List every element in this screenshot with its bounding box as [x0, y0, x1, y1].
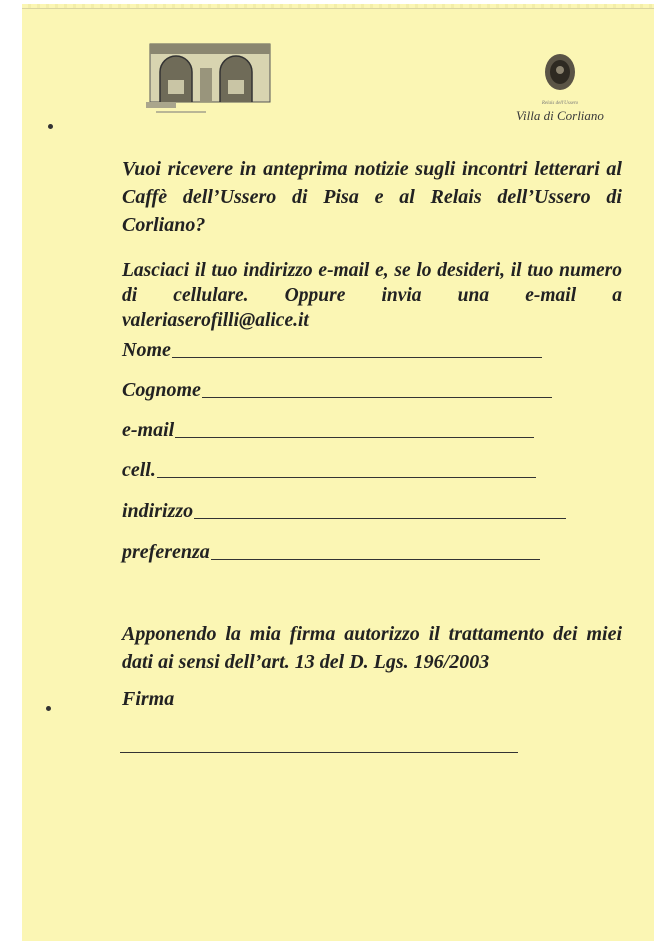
villa-corliano-logo	[505, 50, 615, 132]
signature-line[interactable]	[120, 752, 518, 753]
field-nome[interactable]	[122, 336, 542, 362]
field-label: Cognome	[122, 379, 201, 401]
field-label: e-mail	[122, 419, 175, 441]
instructions-paragraph: Lasciaci il tuo indirizzo e-mail e, se lo desideri, il tuo numero di cellulare. Oppure invia una e-mail a valeriaserofilli@alice.it	[122, 260, 622, 331]
field-label: Nome	[122, 339, 171, 361]
consent-paragraph: Apponendo la mia firma autorizzo il trattamento dei miei dati ai sensi dell’art. 13 del D. Lgs. 196/2003	[122, 623, 622, 673]
field-cell[interactable]	[122, 456, 536, 482]
signature-label: Firma	[122, 688, 175, 710]
field-email[interactable]	[122, 416, 534, 442]
field-preferenza[interactable]	[122, 538, 540, 564]
write-line[interactable]	[157, 477, 536, 478]
intro-paragraph: Vuoi ricevere in anteprima notizie sugli incontri letterari al Caffè dell’Ussero di Pisa e al Relais dell’Ussero di Corliano?	[122, 158, 622, 236]
write-line[interactable]	[211, 559, 540, 560]
punch-hole-mark	[48, 124, 53, 129]
crest-icon	[540, 50, 580, 94]
write-line[interactable]	[175, 437, 534, 438]
logo-caption: Villa di Corliano	[516, 108, 604, 123]
punch-hole-mark	[46, 706, 51, 711]
cafe-storefront-logo	[146, 38, 276, 120]
logo-subtitle: Relais dell'Ussero	[541, 101, 579, 106]
field-indirizzo[interactable]	[122, 497, 566, 523]
field-label: cell.	[122, 459, 156, 481]
write-line[interactable]	[202, 397, 552, 398]
write-line[interactable]	[172, 357, 542, 358]
field-label: preferenza	[122, 541, 210, 563]
write-line[interactable]	[194, 518, 566, 519]
field-label: indirizzo	[122, 500, 194, 522]
field-cognome[interactable]	[122, 376, 552, 402]
